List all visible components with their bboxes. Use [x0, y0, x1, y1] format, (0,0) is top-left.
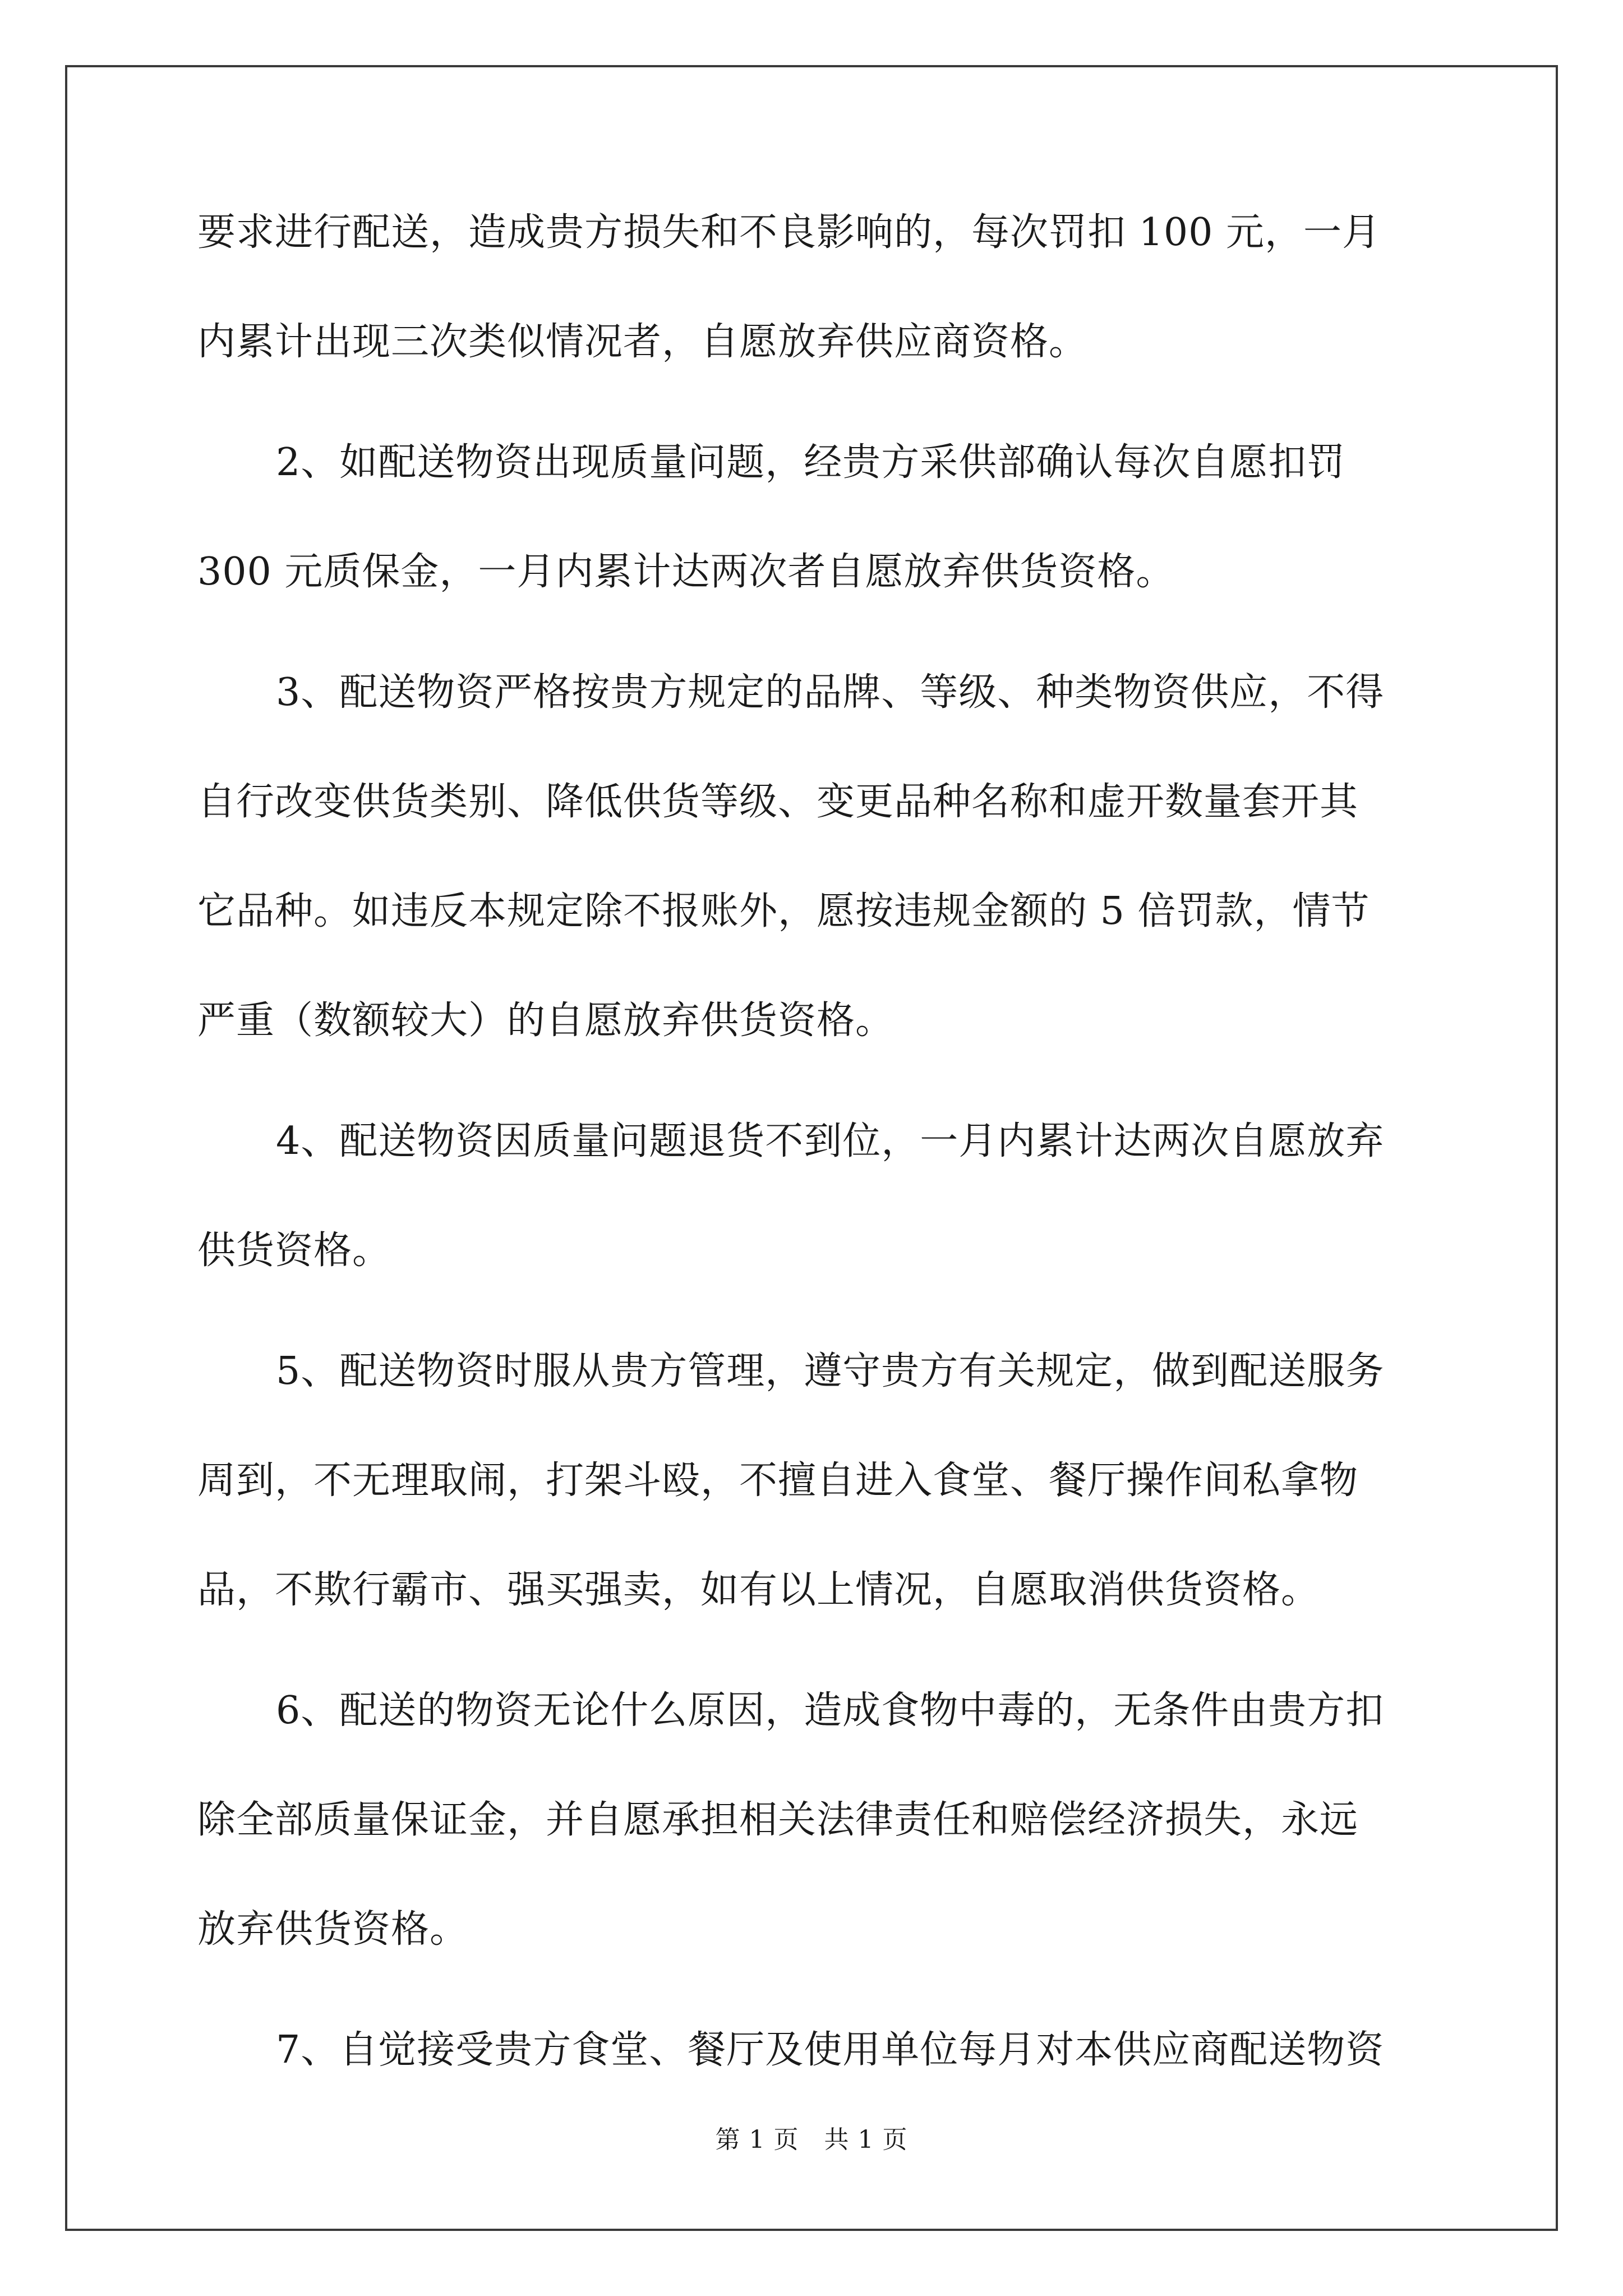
text-line: 自行改变供货类别、降低供货等级、变更品种名称和虚开数量套开其	[197, 780, 1359, 824]
page-footer: 第 1 页 共 1 页	[715, 2125, 908, 2154]
text-line: 除全部质量保证金，并自愿承担相关法律责任和赔偿经济损失，永远	[197, 1798, 1359, 1842]
text-line: 要求进行配送，造成贵方损失和不良影响的，每次罚扣 100 元，一月	[197, 210, 1381, 255]
text-line: 内累计出现三次类似情况者，自愿放弃供应商资格。	[197, 320, 1088, 364]
text-line: 300 元质保金，一月内累计达两次者自愿放弃供货资格。	[197, 550, 1175, 594]
text-line: 供货资格。	[197, 1228, 391, 1273]
text-line: 5、配送物资时服从贵方管理，遵守贵方有关规定，做到配送服务	[276, 1349, 1385, 1393]
text-line: 6、配送的物资无论什么原因，造成食物中毒的，无条件由贵方扣	[276, 1688, 1385, 1733]
text-line: 品，不欺行霸市、强买强卖，如有以上情况，自愿取消供货资格。	[197, 1568, 1320, 1612]
text-line: 2、如配送物资出现质量问题，经贵方采供部确认每次自愿扣罚	[276, 440, 1346, 485]
text-line: 7、自觉接受贵方食堂、餐厅及使用单位每月对本供应商配送物资	[276, 2028, 1385, 2072]
text-line: 严重（数额较大）的自愿放弃供货资格。	[197, 999, 895, 1043]
text-line: 周到，不无理取闹，打架斗殴，不擅自进入食堂、餐厅操作间私拿物	[197, 1458, 1359, 1503]
text-line: 4、配送物资因质量问题退货不到位，一月内累计达两次自愿放弃	[276, 1119, 1385, 1163]
text-line: 放弃供货资格。	[197, 1907, 469, 1952]
text-line: 它品种。如违反本规定除不报账外，愿按违规金额的 5 倍罚款，情节	[197, 889, 1370, 933]
text-line: 3、配送物资严格按贵方规定的品牌、等级、种类物资供应，不得	[276, 670, 1385, 715]
